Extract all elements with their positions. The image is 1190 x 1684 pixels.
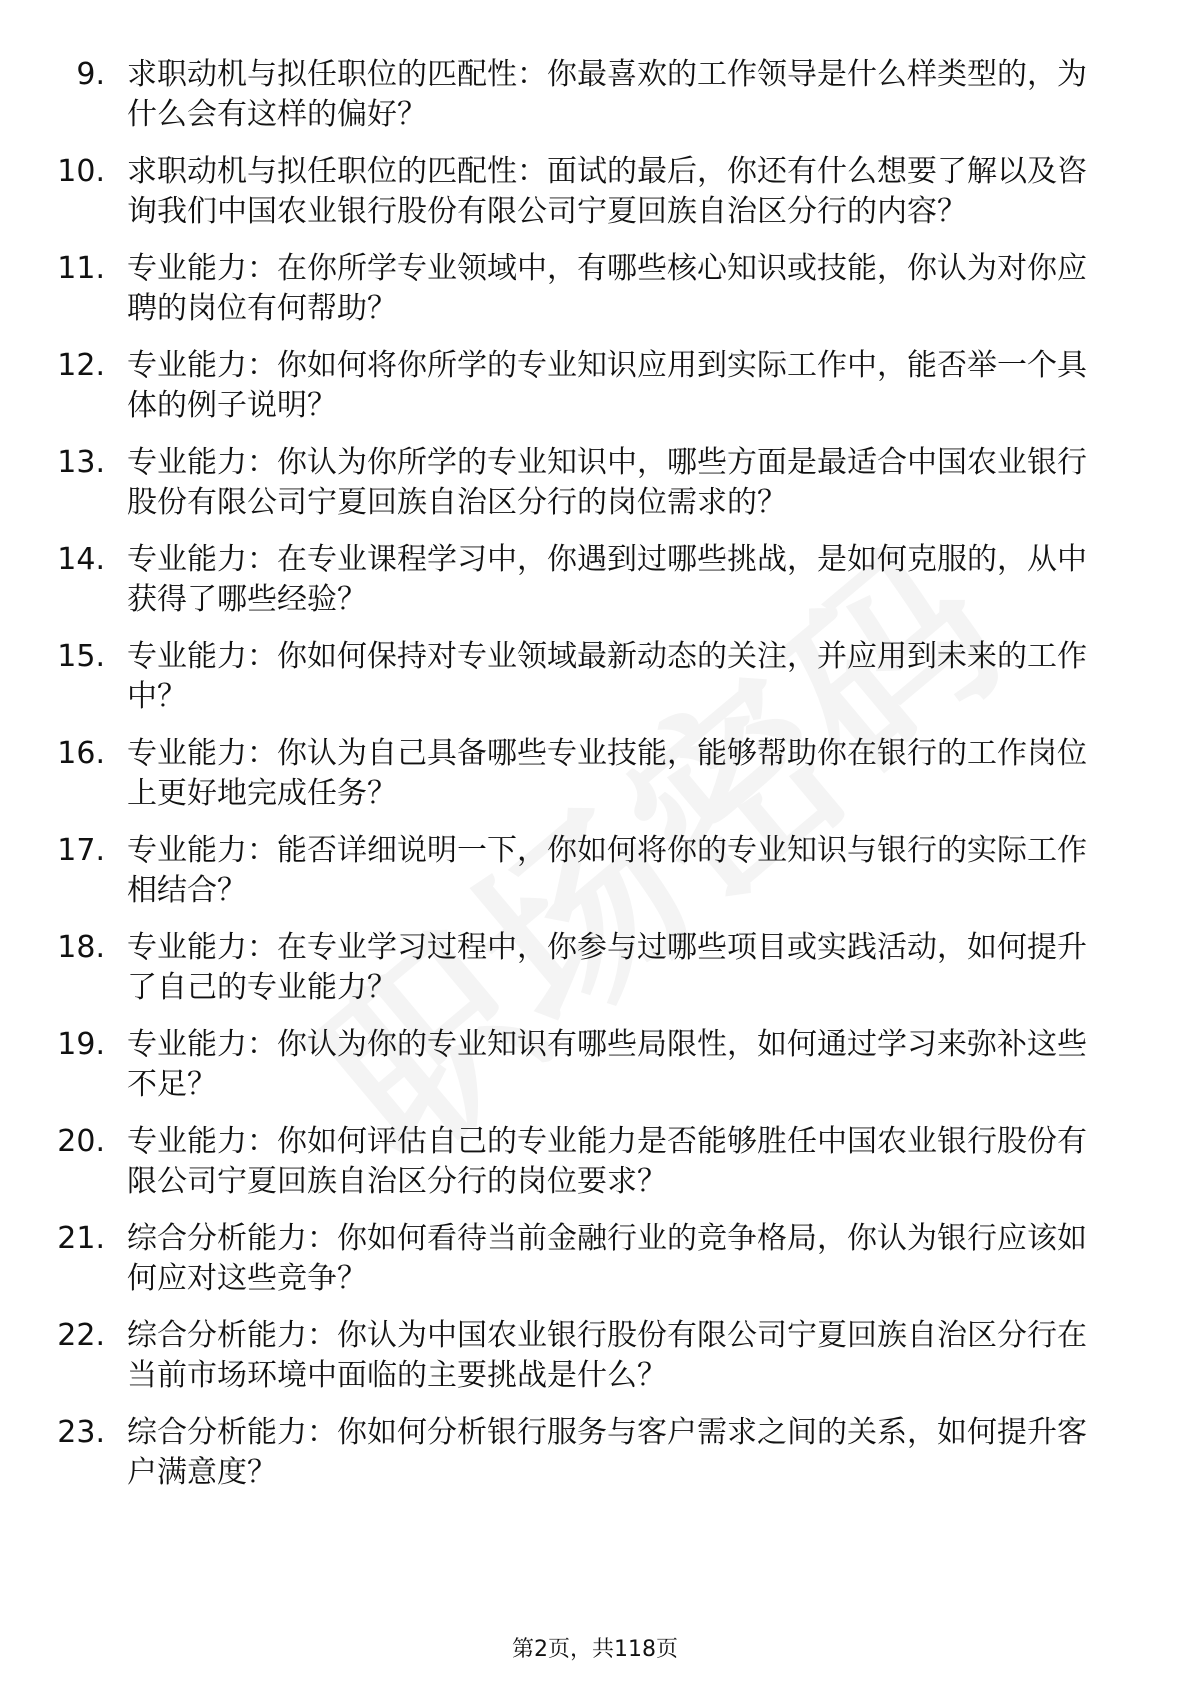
question-item bbox=[0, 1316, 1107, 1396]
question-number: 13. bbox=[57, 445, 105, 480]
question-item bbox=[0, 831, 1107, 911]
question-number: 10. bbox=[57, 154, 105, 189]
question-text: 专业能力：在专业课程学习中，你遇到过哪些挑战，是如何克服的，从中获得了哪些经验？ bbox=[127, 542, 1087, 617]
question-text: 专业能力：你认为你所学的专业知识中，哪些方面是最适合中国农业银行股份有限公司宁夏回族自治区分行的岗位需求的？ bbox=[127, 445, 1087, 520]
question-list bbox=[0, 55, 1190, 1510]
question-number: 19. bbox=[57, 1027, 105, 1062]
question-item bbox=[0, 1025, 1107, 1105]
question-text: 专业能力：在你所学专业领域中，有哪些核心知识或技能，你认为对你应聘的岗位有何帮助？ bbox=[127, 251, 1087, 326]
question-text: 专业能力：你如何将你所学的专业知识应用到实际工作中，能否举一个具体的例子说明？ bbox=[127, 348, 1087, 423]
question-item bbox=[0, 1219, 1107, 1299]
question-number: 11. bbox=[57, 251, 105, 286]
question-item bbox=[0, 734, 1107, 814]
question-text: 专业能力：你认为你的专业知识有哪些局限性，如何通过学习来弥补这些不足？ bbox=[127, 1027, 1087, 1102]
question-text: 专业能力：你如何评估自己的专业能力是否能够胜任中国农业银行股份有限公司宁夏回族自治区分行的岗位要求？ bbox=[127, 1124, 1087, 1199]
question-number: 23. bbox=[57, 1415, 105, 1450]
question-text: 综合分析能力：你认为中国农业银行股份有限公司宁夏回族自治区分行在当前市场环境中面临的主要挑战是什么？ bbox=[127, 1318, 1087, 1393]
question-item bbox=[0, 928, 1107, 1008]
question-item bbox=[0, 1413, 1107, 1493]
question-text: 专业能力：你如何保持对专业领域最新动态的关注，并应用到未来的工作中？ bbox=[127, 639, 1087, 714]
question-number: 20. bbox=[57, 1124, 105, 1159]
question-text: 专业能力：能否详细说明一下，你如何将你的专业知识与银行的实际工作相结合？ bbox=[127, 833, 1087, 908]
question-number: 22. bbox=[57, 1318, 105, 1353]
question-text: 综合分析能力：你如何分析银行服务与客户需求之间的关系，如何提升客户满意度？ bbox=[127, 1415, 1087, 1490]
question-number: 9. bbox=[76, 57, 105, 92]
question-number: 12. bbox=[57, 348, 105, 383]
question-number: 21. bbox=[57, 1221, 105, 1256]
question-item bbox=[0, 540, 1107, 620]
question-text: 求职动机与拟任职位的匹配性：面试的最后，你还有什么想要了解以及咨询我们中国农业银行股份有限公司宁夏回族自治区分行的内容？ bbox=[127, 154, 1087, 229]
page-footer: 第2页，共118页 bbox=[512, 1637, 678, 1662]
question-item bbox=[0, 637, 1107, 717]
question-item bbox=[0, 152, 1107, 232]
question-text: 求职动机与拟任职位的匹配性：你最喜欢的工作领导是什么样类型的，为什么会有这样的偏好？ bbox=[127, 57, 1087, 132]
question-text: 综合分析能力：你如何看待当前金融行业的竞争格局，你认为银行应该如何应对这些竞争？ bbox=[127, 1221, 1087, 1296]
question-number: 17. bbox=[57, 833, 105, 868]
question-item bbox=[0, 249, 1107, 329]
question-item bbox=[0, 1122, 1107, 1202]
question-item bbox=[0, 55, 1107, 135]
question-text: 专业能力：你认为自己具备哪些专业技能，能够帮助你在银行的工作岗位上更好地完成任务？ bbox=[127, 736, 1087, 811]
question-number: 16. bbox=[57, 736, 105, 771]
question-item bbox=[0, 443, 1107, 523]
question-text: 专业能力：在专业学习过程中，你参与过哪些项目或实践活动，如何提升了自己的专业能力？ bbox=[127, 930, 1087, 1005]
question-number: 15. bbox=[57, 639, 105, 674]
question-item bbox=[0, 346, 1107, 426]
question-number: 14. bbox=[57, 542, 105, 577]
question-number: 18. bbox=[57, 930, 105, 965]
